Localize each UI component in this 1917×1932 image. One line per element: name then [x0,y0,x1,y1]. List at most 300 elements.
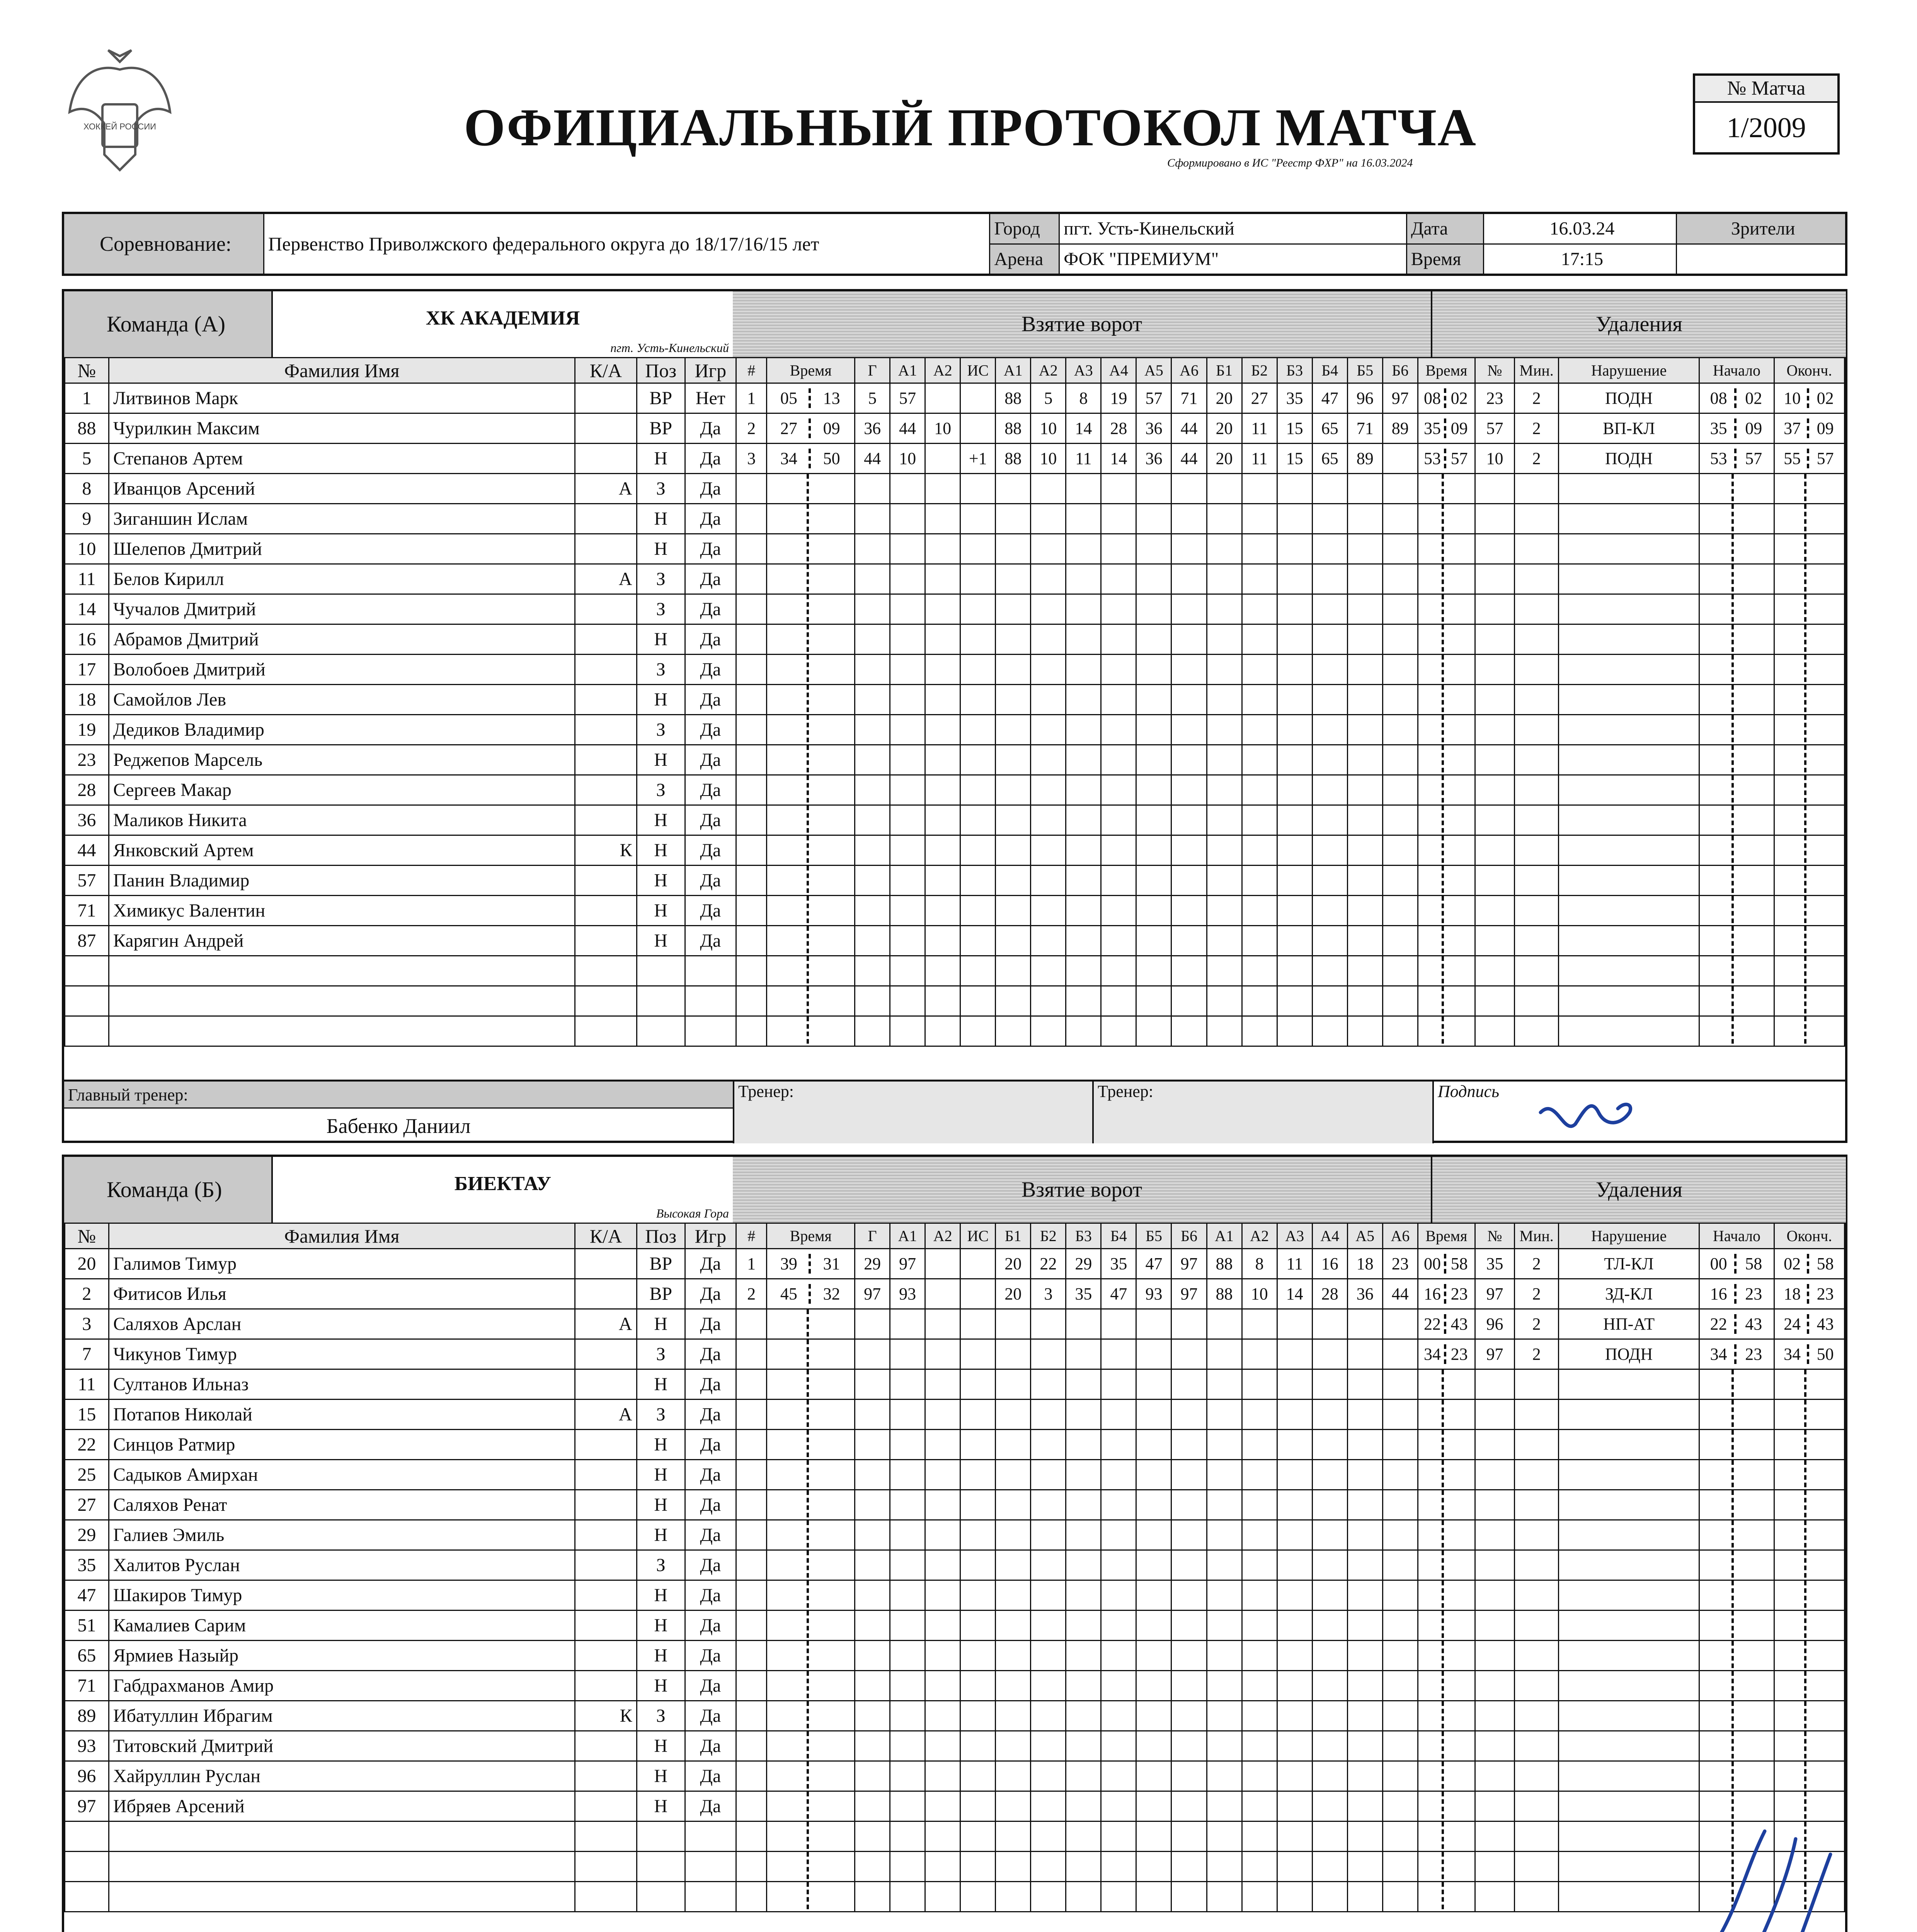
goal-cell: 5 [1031,383,1066,413]
pen-end [1774,715,1844,745]
goal-cell: 44 [1171,413,1207,444]
player-number: 29 [65,1520,109,1550]
player-play: Да [685,504,736,534]
table-row [65,1400,1845,1430]
team-b-name-box [273,1157,733,1223]
pen-start [1699,504,1774,534]
goal-cell: 35 [1101,1249,1136,1279]
pen-minutes [1515,956,1559,986]
goal-index [736,504,767,534]
goal-cell [1382,655,1418,685]
pen-violation: НП-АТ [1559,1309,1699,1339]
goal-cell: 88 [996,444,1031,474]
goal-cell [1382,1550,1418,1580]
pen-time: 08 02 [1418,383,1475,413]
pen-minutes [1515,655,1559,685]
player-number [65,956,109,986]
goal-cell [1066,1339,1101,1369]
pen-time [1418,1641,1475,1671]
player-ka [575,1761,637,1791]
player-name: Ибатуллин Ибрагим [109,1701,575,1731]
goal-cell [1066,624,1101,655]
goal-time [767,1016,855,1046]
pen-minutes [1515,1430,1559,1460]
pen-player [1475,1611,1514,1641]
goal-cell [855,1701,890,1731]
player-pos: Н [637,926,685,956]
goal-cell [890,956,925,986]
player-play: Да [685,444,736,474]
player-pos [637,1882,685,1912]
goal-cell [960,1821,996,1852]
goal-cell [996,835,1031,866]
pen-violation [1559,685,1699,715]
goal-cell [960,1016,996,1046]
goal-cell [1312,1520,1347,1550]
pen-start [1699,1400,1774,1430]
pen-start [1699,1430,1774,1460]
team-b-header [64,1157,733,1223]
goal-cell [1031,504,1066,534]
pen-end [1774,655,1844,685]
goal-cell [960,986,996,1016]
player-play: Да [685,1430,736,1460]
pen-start [1699,1671,1774,1701]
goal-cell [925,1309,960,1339]
goal-cell [996,1852,1031,1882]
goal-cell: 20 [1207,383,1242,413]
pen-player: 97 [1475,1279,1514,1309]
player-name: Зиганшин Ислам [109,504,575,534]
pen-start [1699,835,1774,866]
pen-time [1418,474,1475,504]
player-ka [575,1369,637,1400]
goal-cell [890,1821,925,1852]
player-number: 8 [65,474,109,504]
col-goal-16: А5 [1347,1223,1382,1249]
pen-player [1475,1460,1514,1490]
goal-cell [925,1882,960,1912]
goal-cell [925,715,960,745]
player-ka [575,1791,637,1821]
goal-cell [1101,594,1136,624]
pen-minutes [1515,1016,1559,1046]
goal-cell [855,1400,890,1430]
goal-cell [960,564,996,594]
goal-index [736,1460,767,1490]
player-number: 16 [65,624,109,655]
goal-cell [1277,1369,1312,1400]
goal-cell [1207,1791,1242,1821]
goal-cell [1066,926,1101,956]
goal-time [767,1791,855,1821]
col-pen-4: Начало [1699,1223,1774,1249]
player-number: 11 [65,564,109,594]
pen-time [1418,1791,1475,1821]
goal-cell [1031,685,1066,715]
goal-time [767,926,855,956]
player-number: 22 [65,1430,109,1460]
pen-start [1699,1369,1774,1400]
goal-cell [1171,1852,1207,1882]
goal-cell [1312,986,1347,1016]
goal-cell [1312,474,1347,504]
goal-cell [890,685,925,715]
goal-cell [1207,775,1242,805]
pen-violation [1559,655,1699,685]
goal-cell [996,1791,1031,1821]
goal-cell [1171,1641,1207,1671]
goal-cell [1347,1791,1382,1821]
goal-cell [1171,745,1207,775]
pen-time [1418,1821,1475,1852]
match-number-label: № Матча [1695,76,1837,103]
table-row [65,1339,1845,1369]
goal-index: 1 [736,1249,767,1279]
pen-start [1699,1550,1774,1580]
pen-end [1774,986,1844,1016]
goal-cell [1207,715,1242,745]
goal-cell [1312,1016,1347,1046]
goal-cell [1312,655,1347,685]
penalties-title: Удаления [1595,312,1683,336]
goal-cell [996,1550,1031,1580]
goal-cell [855,805,890,835]
goal-cell [1101,775,1136,805]
goal-cell [1242,775,1277,805]
goal-cell [1207,655,1242,685]
goal-cell [1066,1611,1101,1641]
player-ka [575,1550,637,1580]
pen-end: 24 43 [1774,1309,1844,1339]
goal-cell [1171,926,1207,956]
goal-cell [1136,926,1171,956]
goal-cell [925,594,960,624]
goal-time: 39 31 [767,1249,855,1279]
pen-violation [1559,594,1699,624]
goal-cell [925,866,960,896]
pen-violation: ПОДН [1559,1339,1699,1369]
goal-cell [1066,1016,1101,1046]
pen-end [1774,564,1844,594]
goal-index [736,1852,767,1882]
player-ka [575,1460,637,1490]
goal-index [736,926,767,956]
goal-cell: 97 [1171,1249,1207,1279]
pen-start [1699,1520,1774,1550]
goal-cell [890,1611,925,1641]
goal-cell [925,383,960,413]
player-pos: Н [637,896,685,926]
pen-time [1418,805,1475,835]
goal-cell [1066,1731,1101,1761]
goal-cell [996,1701,1031,1731]
goal-cell [855,1731,890,1761]
goal-time [767,866,855,896]
pen-player [1475,655,1514,685]
goal-cell [960,956,996,986]
goal-cell [1312,1882,1347,1912]
goal-cell: 93 [1136,1279,1171,1309]
table-row [65,1369,1845,1400]
goal-cell: 16 [1312,1249,1347,1279]
goal-cell [890,1430,925,1460]
page-title: ОФИЦИАЛЬНЫЙ ПРОТОКОЛ МАТЧА [464,98,1477,157]
goal-cell [1347,594,1382,624]
goal-cell: 8 [1066,383,1101,413]
pen-end [1774,1731,1844,1761]
goal-cell [1207,1400,1242,1430]
goal-cell [1031,655,1066,685]
goal-cell [1066,956,1101,986]
pen-player [1475,624,1514,655]
goal-cell [1312,1821,1347,1852]
goal-cell [1031,1641,1066,1671]
goal-cell [1382,534,1418,564]
goal-cell [1136,1490,1171,1520]
pen-violation [1559,1400,1699,1430]
goal-cell: 11 [1242,413,1277,444]
player-ka [575,594,637,624]
player-number: 51 [65,1611,109,1641]
pen-end: 34 50 [1774,1339,1844,1369]
player-pos: Н [637,1460,685,1490]
goal-cell [1382,624,1418,655]
goal-cell [996,1761,1031,1791]
goal-cell [1101,1791,1136,1821]
goal-cell [855,1671,890,1701]
player-number [65,986,109,1016]
time-label: Время [1406,244,1484,275]
goal-time [767,896,855,926]
pen-player [1475,1016,1514,1046]
goal-cell [1277,1761,1312,1791]
goal-cell [996,685,1031,715]
col-goal-5: ИС [960,358,996,383]
player-pos: З [637,715,685,745]
goal-cell [1101,474,1136,504]
pen-minutes [1515,896,1559,926]
col-goal-6: А1 [996,358,1031,383]
goal-cell [1066,775,1101,805]
goal-cell [1242,1520,1277,1550]
goal-cell [996,1611,1031,1641]
goal-cell [1101,745,1136,775]
goal-cell [1031,594,1066,624]
goal-cell [996,564,1031,594]
goal-cell [1242,956,1277,986]
goal-cell [960,926,996,956]
pen-minutes [1515,1580,1559,1611]
goal-cell [1347,1701,1382,1731]
goal-cell [1171,1400,1207,1430]
goal-cell [1347,1339,1382,1369]
date-label: Дата [1406,213,1484,244]
goal-cell [1031,1339,1066,1369]
goal-cell [1207,1671,1242,1701]
goal-cell [1136,896,1171,926]
team-a-city: пгт. Усть-Кинельский [610,341,729,355]
pen-time: 00 58 [1418,1249,1475,1279]
goal-cell [890,896,925,926]
goal-cell: 93 [890,1279,925,1309]
goal-cell: 65 [1312,413,1347,444]
goal-cell [1277,1309,1312,1339]
goal-cell [1242,1761,1277,1791]
goal-cell: 57 [1136,383,1171,413]
goal-cell [1066,504,1101,534]
table-row [65,1671,1845,1701]
goal-index [736,624,767,655]
goal-cell: 20 [1207,413,1242,444]
player-pos: Н [637,1430,685,1460]
goal-cell: 47 [1136,1249,1171,1279]
goal-cell [1207,956,1242,986]
goal-index [736,564,767,594]
goal-cell [996,956,1031,986]
goal-cell [1031,745,1066,775]
player-name: Галиев Эмиль [109,1520,575,1550]
goal-cell [1101,1580,1136,1611]
col-goal-7: А2 [1031,358,1066,383]
player-pos: Н [637,1520,685,1550]
player-pos: Н [637,1580,685,1611]
team-a-name: ХК АКАДЕМИЯ [426,307,580,329]
svg-text:ХОККЕЙ РОССИИ: ХОККЕЙ РОССИИ [83,122,156,131]
goal-index [736,1520,767,1550]
table-row [65,1611,1845,1641]
goal-index [736,1821,767,1852]
goal-cell [1136,1580,1171,1611]
goal-time [767,594,855,624]
goal-cell [960,1791,996,1821]
pen-minutes [1515,504,1559,534]
pen-minutes [1515,1369,1559,1400]
goal-cell: 89 [1382,413,1418,444]
goal-cell [890,1791,925,1821]
goal-cell [1277,1580,1312,1611]
goal-cell [1066,1701,1101,1731]
goal-cell [1347,1520,1382,1550]
goal-cell [1277,624,1312,655]
goal-cell [1101,564,1136,594]
goal-cell [855,1460,890,1490]
goal-cell [1171,1016,1207,1046]
player-pos: Н [637,1309,685,1339]
pen-end [1774,956,1844,986]
player-play: Да [685,1791,736,1821]
goal-cell: 88 [996,413,1031,444]
goal-cell [1277,1611,1312,1641]
pen-start: 35 09 [1699,413,1774,444]
goal-cell [1347,805,1382,835]
goal-cell [1136,1761,1171,1791]
pen-end [1774,1580,1844,1611]
goal-time [767,1671,855,1701]
goal-time [767,745,855,775]
goal-index [736,1731,767,1761]
goal-cell [1171,1761,1207,1791]
goal-cell [996,1430,1031,1460]
goal-cell [925,534,960,564]
goal-cell [1207,1821,1242,1852]
goal-index [736,1580,767,1611]
pen-minutes [1515,1701,1559,1731]
pen-violation [1559,1580,1699,1611]
goal-cell [1312,715,1347,745]
goal-cell [1171,594,1207,624]
goal-cell [1031,1731,1066,1761]
goal-time [767,805,855,835]
player-pos: ВР [637,383,685,413]
goal-cell [1171,896,1207,926]
pen-time [1418,1611,1475,1641]
goal-cell [1242,805,1277,835]
goal-cell [1171,624,1207,655]
player-name: Хайруллин Руслан [109,1761,575,1791]
goal-cell [1136,1400,1171,1430]
goal-time [767,1761,855,1791]
pen-end: 10 02 [1774,383,1844,413]
goal-time [767,504,855,534]
player-pos: З [637,564,685,594]
goal-cell [1382,1852,1418,1882]
goal-cell [1171,685,1207,715]
goal-time: 27 09 [767,413,855,444]
goal-cell: 88 [1207,1249,1242,1279]
player-play: Да [685,775,736,805]
pen-violation [1559,504,1699,534]
pen-minutes [1515,715,1559,745]
goal-cell [1207,1701,1242,1731]
goal-cell: +1 [960,444,996,474]
pen-minutes [1515,1400,1559,1430]
goal-cell [890,624,925,655]
pen-violation [1559,624,1699,655]
pen-minutes [1515,926,1559,956]
goal-cell: 3 [1031,1279,1066,1309]
goal-cell: 20 [996,1249,1031,1279]
goal-cell [960,1400,996,1430]
goal-cell [960,504,996,534]
player-play: Да [685,805,736,835]
pen-end [1774,624,1844,655]
goal-cell [855,594,890,624]
goal-cell [1277,1731,1312,1761]
player-name: Реджепов Марсель [109,745,575,775]
player-ka [575,1731,637,1761]
player-pos [637,1821,685,1852]
goal-cell [1242,1400,1277,1430]
goal-index [736,805,767,835]
goal-cell [1101,1701,1136,1731]
player-number: 25 [65,1460,109,1490]
goal-cell [996,1821,1031,1852]
col-goal-14: Б3 [1277,358,1312,383]
player-number: 7 [65,1339,109,1369]
player-ka [575,1430,637,1460]
pen-end [1774,1460,1844,1490]
pen-player [1475,1490,1514,1520]
goal-cell [960,685,996,715]
goal-cell [960,1460,996,1490]
goal-cell [1136,1369,1171,1400]
table-row [65,745,1845,775]
player-pos: ВР [637,413,685,444]
goal-cell: 96 [1347,383,1382,413]
goal-cell [1066,1490,1101,1520]
goal-cell: 97 [890,1249,925,1279]
